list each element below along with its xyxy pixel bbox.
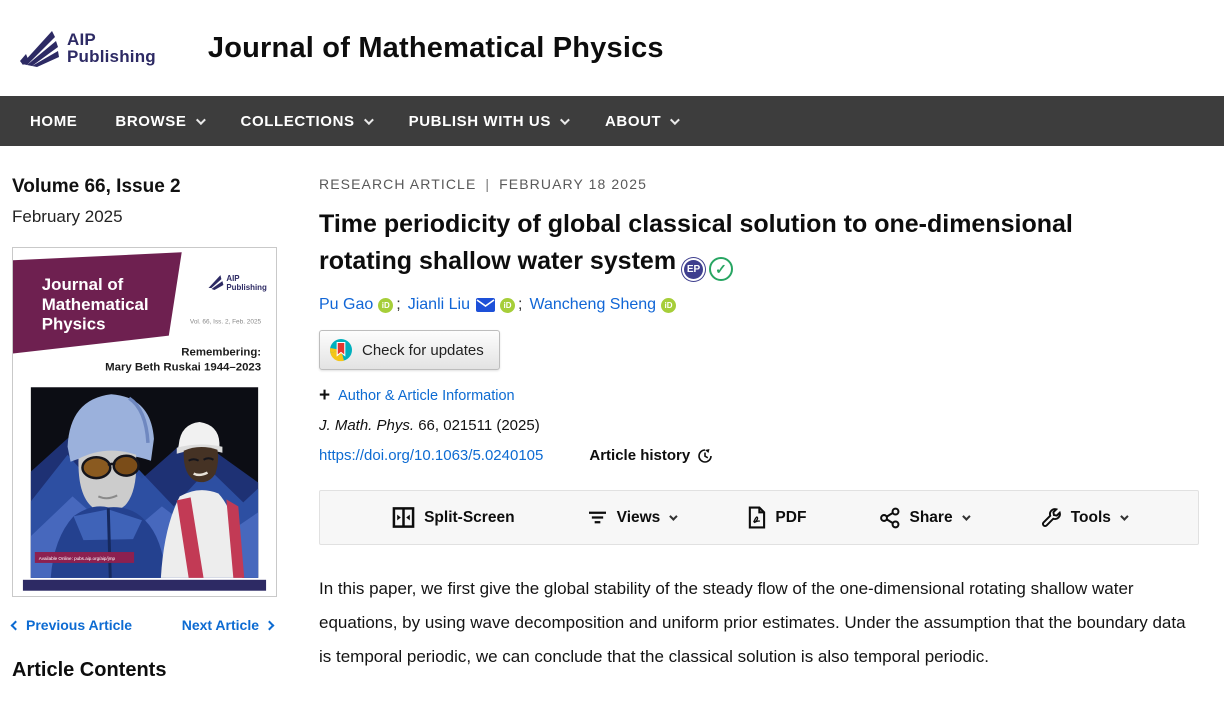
toolbar-label: Views bbox=[616, 508, 661, 526]
toolbar-label: Tools bbox=[1070, 508, 1111, 526]
chevron-down-icon bbox=[669, 512, 677, 520]
chevron-down-icon bbox=[560, 115, 570, 125]
nav-label: HOME bbox=[30, 112, 78, 130]
chevron-down-icon bbox=[670, 115, 680, 125]
article-contents-heading: Article Contents bbox=[12, 659, 167, 681]
chevron-down-icon bbox=[195, 115, 205, 125]
article-toolbar bbox=[319, 490, 1199, 545]
pdf-icon bbox=[747, 506, 766, 529]
eyebrow-separator: | bbox=[485, 176, 491, 192]
svg-text:Available Online: pubs.aip.org: Available Online: pubs.aip.org/aip/jmp bbox=[38, 555, 116, 561]
author-article-information-label: Author & Article Information bbox=[338, 388, 515, 404]
tools-button[interactable] bbox=[1040, 507, 1126, 529]
orcid-icon[interactable]: iD bbox=[661, 298, 676, 313]
doi-row bbox=[319, 447, 1199, 464]
check-circle-icon: ✓ bbox=[709, 257, 733, 281]
aip-logo-text bbox=[67, 31, 156, 65]
issue-sidebar bbox=[12, 176, 277, 682]
nav-label: ABOUT bbox=[604, 112, 662, 130]
title-badges bbox=[682, 247, 733, 275]
journal-title[interactable]: Journal of Mathematical Physics bbox=[207, 31, 664, 64]
article-title-text: Time periodicity of global classical solution to one-dimensional rotating shallow water system bbox=[319, 210, 1073, 275]
issue-date: February 2025 bbox=[12, 207, 123, 226]
svg-text:AIP: AIP bbox=[226, 274, 240, 284]
nav-label: BROWSE bbox=[115, 112, 187, 130]
toolbar-label: Share bbox=[909, 508, 953, 526]
aip-logo-line1: AIP bbox=[67, 30, 96, 49]
split-screen-button[interactable] bbox=[392, 506, 514, 529]
nav-item-home[interactable] bbox=[30, 113, 77, 130]
toolbar-label: PDF bbox=[775, 508, 807, 526]
article-history-toggle[interactable] bbox=[589, 447, 713, 464]
abstract-text: In this paper, we first give the global stability of the steady flow of the one-dimensional rotating shallow water equations, by using wave decomposition and uniform prior estimates. Under the assumption that the boundary data is temporal periodic, we can conclude that the classical solution is also temporal periodic. bbox=[319, 579, 1186, 666]
main-nav bbox=[0, 96, 1224, 146]
article-eyebrow bbox=[319, 176, 1199, 192]
svg-text:Mathematical: Mathematical bbox=[41, 294, 149, 314]
svg-text:Journal of: Journal of bbox=[41, 275, 124, 295]
crossmark-icon bbox=[329, 338, 353, 362]
author-separator: ; bbox=[517, 296, 523, 313]
page-content bbox=[0, 146, 1224, 682]
aip-logo-line2: Publishing bbox=[67, 47, 156, 66]
share-icon bbox=[879, 507, 901, 529]
author-link[interactable]: Pu Gao bbox=[319, 296, 374, 313]
cover-artwork bbox=[31, 387, 258, 578]
article-history-label: Article history bbox=[589, 447, 691, 464]
journal-cover-image bbox=[13, 248, 276, 596]
mail-icon[interactable] bbox=[476, 298, 495, 312]
plus-icon: + bbox=[319, 385, 331, 406]
site-header bbox=[0, 0, 1224, 96]
next-article-link[interactable] bbox=[182, 617, 273, 633]
chevron-down-icon bbox=[1120, 512, 1128, 520]
orcid-icon[interactable]: iD bbox=[378, 298, 393, 313]
author-article-information-toggle[interactable] bbox=[319, 385, 1199, 406]
issue-title-link[interactable]: Volume 66, Issue 2 bbox=[12, 176, 181, 197]
journal-cover[interactable] bbox=[12, 247, 277, 597]
author-link[interactable]: Wancheng Sheng bbox=[529, 296, 657, 313]
orcid-icon[interactable]: iD bbox=[500, 298, 515, 313]
journal-abbreviation: J. Math. Phys. bbox=[319, 417, 415, 434]
previous-article-label: Previous Article bbox=[26, 617, 133, 633]
article-type: RESEARCH ARTICLE bbox=[319, 176, 477, 192]
svg-text:Vol. 66, Iss. 2, Feb. 2025: Vol. 66, Iss. 2, Feb. 2025 bbox=[189, 318, 262, 326]
svg-text:Physics: Physics bbox=[41, 314, 106, 334]
author-link[interactable]: Jianli Liu bbox=[407, 296, 470, 313]
nav-label: COLLECTIONS bbox=[240, 112, 355, 130]
chevron-down-icon bbox=[364, 115, 374, 125]
nav-label: PUBLISH WITH US bbox=[408, 112, 551, 130]
views-icon bbox=[587, 509, 608, 526]
toolbar-label: Split-Screen bbox=[424, 508, 515, 526]
views-button[interactable] bbox=[587, 509, 676, 527]
pdf-button[interactable] bbox=[747, 506, 806, 529]
tools-wrench-icon bbox=[1040, 507, 1062, 529]
citation-line bbox=[319, 417, 1199, 434]
nav-item-browse[interactable] bbox=[115, 113, 202, 130]
author-list bbox=[319, 296, 1199, 314]
nav-item-collections[interactable] bbox=[241, 113, 371, 130]
split-screen-icon bbox=[392, 506, 415, 529]
chevron-down-icon bbox=[962, 512, 970, 520]
chevron-left-icon bbox=[11, 620, 21, 630]
aip-publishing-logo[interactable] bbox=[18, 28, 156, 68]
check-for-updates-label: Check for updates bbox=[362, 341, 484, 359]
ep-badge[interactable]: EP bbox=[682, 258, 705, 281]
history-clock-icon bbox=[697, 448, 713, 464]
article-main bbox=[319, 176, 1199, 682]
check-for-updates-button[interactable] bbox=[319, 330, 500, 370]
article-date: FEBRUARY 18 2025 bbox=[499, 176, 647, 192]
next-article-label: Next Article bbox=[181, 617, 259, 633]
svg-text:Publishing: Publishing bbox=[226, 283, 267, 293]
article-pager bbox=[12, 617, 277, 633]
aip-fan-icon bbox=[18, 28, 60, 68]
chevron-right-icon bbox=[265, 620, 275, 630]
doi-link[interactable]: https://doi.org/10.1063/5.0240105 bbox=[319, 447, 544, 464]
nav-item-about[interactable] bbox=[605, 113, 677, 130]
svg-text:Remembering:: Remembering: bbox=[181, 346, 262, 359]
previous-article-link[interactable] bbox=[12, 617, 132, 633]
nav-item-publish-with-us[interactable] bbox=[409, 113, 567, 130]
citation-volume-page: 66, 021511 (2025) bbox=[418, 417, 540, 434]
share-button[interactable] bbox=[879, 507, 968, 529]
svg-text:Mary Beth Ruskai 1944–2023: Mary Beth Ruskai 1944–2023 bbox=[105, 361, 262, 374]
author-separator: ; bbox=[396, 296, 401, 313]
article-title bbox=[319, 206, 1081, 281]
